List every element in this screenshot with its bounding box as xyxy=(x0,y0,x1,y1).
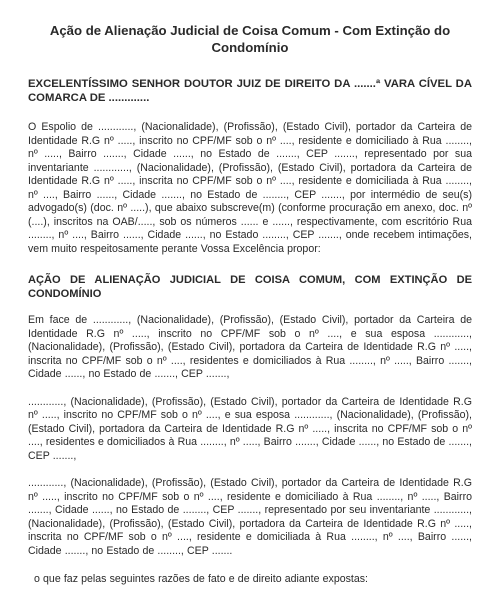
document-page xyxy=(28,0,472,600)
addressee-heading: EXCELENTÍSSIMO SENHOR DOUTOR JUIZ DE DIREITO DA .......ª VARA CÍVEL DA COMARCA DE ............. xyxy=(28,78,472,104)
party-paragraph-1: Em face de ............, (Nacionalidade), (Profissão), (Estado Civil), portador da Carteira de Identidade R.G nº ....., inscrito no CPF/MF sob o nº ...., e sua esposa ............, (Nacionalidade), (Profissão), (Estado Civil), portadora da Carteira de Identidade R.G nº ....., inscrita no CPF/MF sob o nº ...., residentes e domiciliados à Rua ........, nº ....., Bairro ......., Cidade ......, no Estado de ......., CEP ......., xyxy=(28,314,472,380)
party-paragraph-2: ............, (Nacionalidade), (Profissão), (Estado Civil), portador da Carteira de Identidade R.G nº ....., inscrito no CPF/MF sob o nº ...., e sua esposa ............, (Nacionalidade), (Profissão), (Estado Civil), portadora da Carteira de Identidade R.G nº ....., inscrita no CPF/MF sob o nº ...., residentes e domiciliados à Rua ........, nº ....., Bairro ......., Cidade ......, no Estado de ......., CEP ......., xyxy=(28,395,472,462)
party-paragraph-3: ............, (Nacionalidade), (Profissão), (Estado Civil), portador da Carteira de Identidade R.G nº ....., inscrito no CPF/MF sob o nº ...., residente e domiciliado à Rua ........, nº ....., Bairro ......., Cidade ......, no Estado de ........, CEP ......., representado por seu inventariante ............, (Nacionalidade), (Profissão), (Estado Civil), portadora da Carteira de Identidade R.G nº ....., inscrita no CPF/MF sob o nº ...., residente e domiciliada à Rua ........, nº ...., Bairro ......, Cidade ......., no Estado de ........, CEP ....... xyxy=(28,477,472,557)
intro-paragraph: O Espolio de ............, (Nacionalidade), (Profissão), (Estado Civil), portador da Carteira de Identidade R.G nº ....., inscrito no CPF/MF sob o nº ...., residente e domiciliado à Rua ........, nº ....., Bairro ......., Cidade ......, no Estado de ......., CEP ......., representado por sua inventariante ............, (Nacionalidade), (Profissão), (Estado Civil), portadora da Carteira de Identidade R.G nº ....., inscrita no CPF/MF sob o nº ...., residente e domiciliada à Rua ........, nº ...., Bairro ......, Cidade ......., no Estado de ........, CEP ......., por intermédio de seu(s) advogado(s) (doc. nº .....), que abaixo subscreve(m) (conforme procuração em anexo, doc. nº (....), inscritos na OAB/....., sob os números ...... e ......, respectivamente, com escritório Rua ........, nº ...., Bairro ......, Cidade ......, no Estado ........, CEP ......., onde recebem intimações, vem muito respeitosamente perante Vossa Excelência propor: xyxy=(28,121,472,255)
action-heading: AÇÃO DE ALIENAÇÃO JUDICIAL DE COISA COMUM, COM EXTINÇÃO DE CONDOMÍNIO xyxy=(28,274,472,300)
closing-line: o que faz pelas seguintes razões de fato e de direito adiante expostas: xyxy=(34,573,368,585)
document-title: Ação de Alienação Judicial de Coisa Comum - Com Extinção do Condomínio xyxy=(49,23,451,55)
